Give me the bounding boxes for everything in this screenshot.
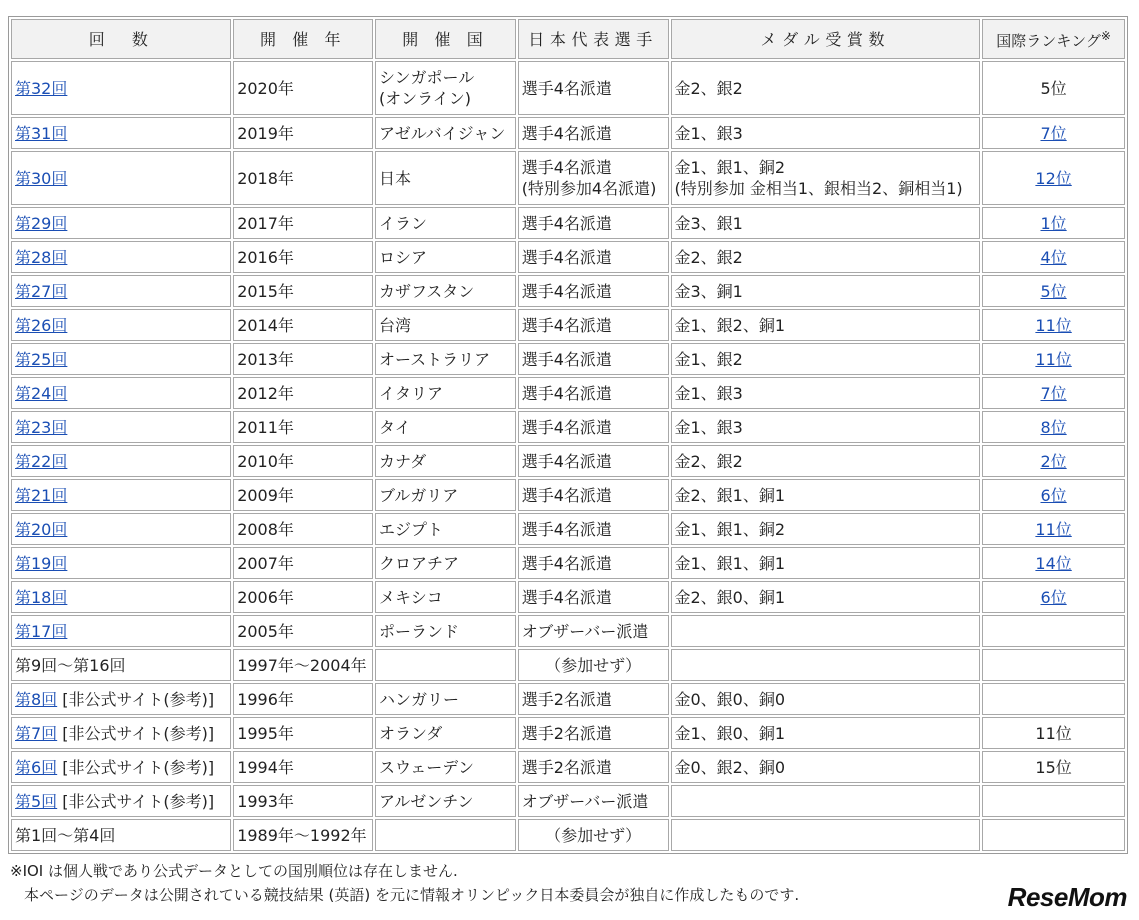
country-text: 日本: [378, 168, 411, 188]
players-cell: [518, 649, 669, 681]
table-row: [11, 649, 1125, 681]
medals-text: 金0、銀2、銅0: [674, 757, 786, 777]
year-text: 1994年: [237, 757, 294, 777]
round-cell: [11, 309, 231, 341]
players-cell: [518, 377, 669, 409]
rank-cell: [982, 343, 1125, 375]
rank-link[interactable]: 12位: [1035, 168, 1072, 188]
players-text: 選手4名派遣: [521, 349, 612, 369]
country-text: クロアチア: [378, 553, 459, 573]
players-cell: [518, 751, 669, 783]
players-text: 選手4名派遣: [521, 587, 612, 607]
country-text: ポーランド: [378, 621, 459, 641]
rank-link[interactable]: 4位: [1040, 247, 1067, 267]
year-cell: [233, 649, 373, 681]
round-link[interactable]: 第22回: [15, 451, 68, 471]
medals-cell: [671, 683, 981, 715]
players-text: 選手4名派遣: [521, 213, 612, 233]
header-ranking-note-mark: ※: [1100, 29, 1111, 43]
medals-text: 金2、銀2: [674, 247, 743, 267]
round-cell: [11, 581, 231, 613]
players-cell: [518, 445, 669, 477]
round-cell: [11, 411, 231, 443]
medals-cell: [671, 377, 981, 409]
table-row: [11, 513, 1125, 545]
rank-cell: [982, 411, 1125, 443]
rank-cell: [982, 581, 1125, 613]
medals-cell: [671, 479, 981, 511]
medals-cell: [671, 207, 981, 239]
round-link[interactable]: 第5回: [15, 791, 58, 811]
country-text: カザフスタン: [378, 281, 475, 301]
year-text: 2017年: [237, 213, 294, 233]
header-country: 開 催 国: [375, 19, 516, 59]
round-cell: [11, 241, 231, 273]
medals-text: 金2、銀2: [674, 78, 743, 98]
round-link[interactable]: 第24回: [15, 383, 68, 403]
country-text: ロシア: [378, 247, 427, 267]
round-cell: [11, 751, 231, 783]
country-text: 台湾: [378, 315, 411, 335]
round-text: 第1回～第4回: [15, 825, 116, 845]
medals-cell: [671, 615, 981, 647]
rank-cell: [982, 547, 1125, 579]
round-cell: [11, 717, 231, 749]
rank-cell: [982, 819, 1125, 851]
country-cell: [375, 275, 516, 307]
rank-link[interactable]: 5位: [1040, 281, 1067, 301]
rank-link[interactable]: 7位: [1040, 123, 1067, 143]
country-text: オーストラリア: [378, 349, 491, 369]
players-text: 選手4名派遣: [521, 123, 612, 143]
medals-text: 金2、銀2: [674, 451, 743, 471]
year-text: 2016年: [237, 247, 294, 267]
round-cell: [11, 275, 231, 307]
round-cell: [11, 683, 231, 715]
year-text: 2013年: [237, 349, 294, 369]
players-text: 選手4名派遣: [521, 383, 612, 403]
rank-link[interactable]: 14位: [1035, 553, 1072, 573]
round-link[interactable]: 第18回: [15, 587, 68, 607]
table-header-row: [11, 19, 1125, 59]
medals-cell: [671, 717, 981, 749]
country-cell: [375, 513, 516, 545]
year-cell: [233, 615, 373, 647]
country-text: エジプト: [378, 519, 443, 539]
year-text: 2014年: [237, 315, 294, 335]
round-cell: [11, 207, 231, 239]
medals-cell: [671, 785, 981, 817]
players-cell: [518, 615, 669, 647]
year-text: 2009年: [237, 485, 294, 505]
table-row: [11, 309, 1125, 341]
table-row: [11, 275, 1125, 307]
rank-cell: [982, 683, 1125, 715]
rank-text: 5位: [1040, 78, 1067, 98]
round-cell: [11, 479, 231, 511]
table-row: [11, 547, 1125, 579]
country-cell: [375, 547, 516, 579]
medals-cell: [671, 751, 981, 783]
rank-link[interactable]: 1位: [1040, 213, 1067, 233]
unofficial-site-note: [非公式サイト(参考)]: [57, 689, 215, 709]
rank-link[interactable]: 11位: [1035, 349, 1072, 369]
rank-cell: [982, 207, 1125, 239]
country-text: オランダ: [378, 723, 443, 743]
year-cell: [233, 207, 373, 239]
year-cell: [233, 309, 373, 341]
players-cell: [518, 117, 669, 149]
round-link[interactable]: 第23回: [15, 417, 68, 437]
players-text: 選手4名派遣: [521, 451, 612, 471]
country-cell: [375, 581, 516, 613]
year-text: 1996年: [237, 689, 294, 709]
players-text: オブザーバー派遣: [521, 621, 649, 641]
medals-text: 金1、銀3: [674, 123, 743, 143]
country-cell: [375, 785, 516, 817]
year-text: 2018年: [237, 168, 294, 188]
players-text: 選手4名派遣: [521, 78, 612, 98]
year-text: 2012年: [237, 383, 294, 403]
round-link[interactable]: 第21回: [15, 485, 68, 505]
players-text: 選手2名派遣: [521, 723, 612, 743]
country-cell: [375, 615, 516, 647]
year-text: 1989年～1992年: [237, 825, 367, 845]
rank-cell: [982, 751, 1125, 783]
round-link[interactable]: 第31回: [15, 123, 68, 143]
round-link[interactable]: 第6回: [15, 757, 58, 777]
round-link[interactable]: 第27回: [15, 281, 68, 301]
table-row: [11, 819, 1125, 851]
round-link[interactable]: 第32回: [15, 78, 68, 98]
country-text: スウェーデン: [378, 757, 474, 777]
year-cell: [233, 479, 373, 511]
players-cell: [518, 343, 669, 375]
country-text: アゼルバイジャン: [378, 123, 506, 143]
year-cell: [233, 151, 373, 205]
year-cell: [233, 581, 373, 613]
round-cell: [11, 445, 231, 477]
round-link[interactable]: 第26回: [15, 315, 68, 335]
year-text: 2005年: [237, 621, 294, 641]
players-text: 選手2名派遣: [521, 757, 612, 777]
medals-cell: [671, 547, 981, 579]
round-link[interactable]: 第29回: [15, 213, 68, 233]
country-text: イタリア: [378, 383, 443, 403]
table-row: [11, 117, 1125, 149]
country-cell: [375, 61, 516, 115]
year-text: 2015年: [237, 281, 294, 301]
header-year: 開 催 年: [233, 19, 373, 59]
players-text: 選手4名派遣: [521, 485, 612, 505]
rank-cell: [982, 151, 1125, 205]
year-text: 1995年: [237, 723, 294, 743]
round-cell: [11, 61, 231, 115]
players-cell: [518, 309, 669, 341]
country-text: メキシコ: [378, 587, 443, 607]
players-text: 選手4名派遣: [521, 519, 612, 539]
players-cell: [518, 547, 669, 579]
players-cell: [518, 151, 669, 205]
country-cell: [375, 649, 516, 681]
players-text: オブザーバー派遣: [521, 791, 649, 811]
round-cell: [11, 513, 231, 545]
round-link[interactable]: 第19回: [15, 553, 68, 573]
rank-cell: [982, 241, 1125, 273]
medals-text: 金1、銀0、銅1: [674, 723, 786, 743]
unofficial-site-note: [非公式サイト(参考)]: [57, 791, 215, 811]
year-cell: [233, 275, 373, 307]
round-link[interactable]: 第30回: [15, 168, 68, 188]
year-text: 1993年: [237, 791, 294, 811]
medals-cell: [671, 117, 981, 149]
players-text: 選手4名派遣: [521, 553, 612, 573]
players-cell: [518, 207, 669, 239]
country-cell: [375, 377, 516, 409]
year-cell: [233, 513, 373, 545]
year-text: 2006年: [237, 587, 294, 607]
players-cell: [518, 513, 669, 545]
round-link[interactable]: 第25回: [15, 349, 68, 369]
round-cell: [11, 151, 231, 205]
table-row: [11, 377, 1125, 409]
unofficial-site-note: [非公式サイト(参考)]: [57, 757, 215, 777]
country-text: タイ: [378, 417, 411, 437]
table-row: [11, 683, 1125, 715]
rank-cell: [982, 309, 1125, 341]
year-cell: [233, 683, 373, 715]
rank-cell: [982, 377, 1125, 409]
players-text: 選手4名派遣: [521, 281, 612, 301]
table-row: [11, 343, 1125, 375]
rank-link[interactable]: 2位: [1040, 451, 1067, 471]
country-cell: [375, 717, 516, 749]
players-subtext: (特別参加4名派遣): [521, 179, 657, 198]
year-cell: [233, 751, 373, 783]
players-text: 選手4名派遣: [521, 247, 612, 267]
medals-text: 金1、銀2、銅1: [674, 315, 786, 335]
rank-cell: [982, 649, 1125, 681]
table-row: [11, 751, 1125, 783]
rank-cell: [982, 275, 1125, 307]
medals-cell: [671, 819, 981, 851]
country-cell: [375, 683, 516, 715]
country-cell: [375, 343, 516, 375]
rank-cell: [982, 445, 1125, 477]
medals-text: 金1、銀2: [674, 349, 743, 369]
year-text: 2020年: [237, 78, 294, 98]
country-cell: [375, 819, 516, 851]
country-cell: [375, 151, 516, 205]
table-row: [11, 151, 1125, 205]
round-cell: [11, 785, 231, 817]
rank-cell: [982, 479, 1125, 511]
round-link[interactable]: 第17回: [15, 621, 68, 641]
medals-cell: [671, 343, 981, 375]
footnote-ranking: ※IOI は個人戦であり公式データとしての国別順位は存在しません.: [10, 862, 458, 880]
medals-text: 金2、銀1、銅1: [674, 485, 786, 505]
year-cell: [233, 241, 373, 273]
year-text: 2007年: [237, 553, 294, 573]
table-row: [11, 717, 1125, 749]
players-cell: [518, 61, 669, 115]
players-text: 選手4名派遣: [521, 158, 612, 177]
country-subtext: (オンライン): [378, 89, 471, 108]
country-text: カナダ: [378, 451, 427, 471]
country-text: アルゼンチン: [378, 791, 474, 811]
players-cell: [518, 785, 669, 817]
players-cell: [518, 479, 669, 511]
medals-text: 金3、銅1: [674, 281, 743, 301]
medals-text: 金1、銀3: [674, 383, 743, 403]
rank-text: 15位: [1035, 757, 1072, 777]
medals-cell: [671, 581, 981, 613]
rank-link[interactable]: 6位: [1040, 587, 1067, 607]
unofficial-site-note: [非公式サイト(参考)]: [57, 723, 215, 743]
players-cell: [518, 241, 669, 273]
round-link[interactable]: 第20回: [15, 519, 68, 539]
year-cell: [233, 717, 373, 749]
players-cell: [518, 717, 669, 749]
country-cell: [375, 479, 516, 511]
rank-cell: [982, 513, 1125, 545]
round-cell: [11, 615, 231, 647]
country-cell: [375, 207, 516, 239]
rank-link[interactable]: 11位: [1035, 315, 1072, 335]
rank-cell: [982, 117, 1125, 149]
header-players: 日本代表選手: [518, 19, 669, 59]
country-text: シンガポール: [378, 68, 475, 87]
medals-cell: [671, 445, 981, 477]
medals-subtext: (特別参加 金相当1、銀相当2、銅相当1): [674, 179, 963, 198]
table-row: [11, 241, 1125, 273]
year-text: 2010年: [237, 451, 294, 471]
medals-cell: [671, 151, 981, 205]
resemom-logo: ReseMom: [1007, 882, 1127, 912]
rank-cell: [982, 717, 1125, 749]
medals-cell: [671, 649, 981, 681]
country-cell: [375, 117, 516, 149]
year-text: 2011年: [237, 417, 294, 437]
year-cell: [233, 819, 373, 851]
year-cell: [233, 377, 373, 409]
rank-cell: [982, 615, 1125, 647]
medals-text: 金1、銀3: [674, 417, 743, 437]
players-cell: [518, 683, 669, 715]
players-cell: [518, 275, 669, 307]
year-cell: [233, 445, 373, 477]
medals-cell: [671, 309, 981, 341]
country-cell: [375, 309, 516, 341]
header-medals: メダル受賞数: [671, 19, 981, 59]
round-link[interactable]: 第7回: [15, 723, 58, 743]
table-row: [11, 479, 1125, 511]
header-ranking: [982, 19, 1125, 59]
medals-cell: [671, 275, 981, 307]
table-row: [11, 615, 1125, 647]
players-text: 選手4名派遣: [521, 315, 612, 335]
medals-cell: [671, 61, 981, 115]
medals-text: 金2、銀0、銅1: [674, 587, 786, 607]
round-cell: [11, 649, 231, 681]
year-cell: [233, 61, 373, 115]
table-row: [11, 207, 1125, 239]
round-text: 第9回～第16回: [15, 655, 126, 675]
country-text: ブルガリア: [378, 485, 459, 505]
medals-text: 金1、銀1、銅1: [674, 553, 786, 573]
rank-link[interactable]: 11位: [1035, 519, 1072, 539]
ioi-results-table: [8, 16, 1128, 854]
rank-cell: [982, 785, 1125, 817]
rank-cell: [982, 61, 1125, 115]
round-cell: [11, 377, 231, 409]
round-link[interactable]: 第28回: [15, 247, 68, 267]
year-text: 2019年: [237, 123, 294, 143]
table-row: [11, 411, 1125, 443]
medals-text: 金1、銀1、銅2: [674, 158, 786, 177]
rank-text: 11位: [1035, 723, 1072, 743]
round-cell: [11, 117, 231, 149]
round-cell: [11, 819, 231, 851]
year-cell: [233, 785, 373, 817]
country-cell: [375, 241, 516, 273]
rank-link[interactable]: 6位: [1040, 485, 1067, 505]
year-text: 1997年～2004年: [237, 655, 367, 675]
table-body: [11, 61, 1125, 851]
table-row: [11, 785, 1125, 817]
medals-text: 金0、銀0、銅0: [674, 689, 786, 709]
year-cell: [233, 411, 373, 443]
year-cell: [233, 117, 373, 149]
players-cell: [518, 819, 669, 851]
year-text: 2008年: [237, 519, 294, 539]
players-cell: [518, 581, 669, 613]
country-cell: [375, 411, 516, 443]
country-cell: [375, 445, 516, 477]
round-link[interactable]: 第8回: [15, 689, 58, 709]
country-text: イラン: [378, 213, 427, 233]
country-text: ハンガリー: [378, 689, 459, 709]
table-row: [11, 445, 1125, 477]
country-cell: [375, 751, 516, 783]
header-round: 回 数: [11, 19, 231, 59]
year-cell: [233, 343, 373, 375]
players-text: （参加せず）: [545, 825, 642, 845]
year-cell: [233, 547, 373, 579]
players-text: 選手4名派遣: [521, 417, 612, 437]
medals-cell: [671, 241, 981, 273]
medals-text: 金3、銀1: [674, 213, 743, 233]
players-cell: [518, 411, 669, 443]
players-text: 選手2名派遣: [521, 689, 612, 709]
medals-cell: [671, 411, 981, 443]
round-cell: [11, 343, 231, 375]
rank-link[interactable]: 7位: [1040, 383, 1067, 403]
round-cell: [11, 547, 231, 579]
footnote-source: 本ページのデータは公開されている競技結果 (英語) を元に情報オリンピック日本委員会が独自に作成したものです.: [24, 886, 800, 904]
table-row: [11, 581, 1125, 613]
medals-text: 金1、銀1、銅2: [674, 519, 786, 539]
rank-link[interactable]: 8位: [1040, 417, 1067, 437]
table-row: [11, 61, 1125, 115]
header-ranking-label: 国際ランキング: [996, 32, 1101, 50]
players-text: （参加せず）: [545, 655, 642, 675]
medals-cell: [671, 513, 981, 545]
